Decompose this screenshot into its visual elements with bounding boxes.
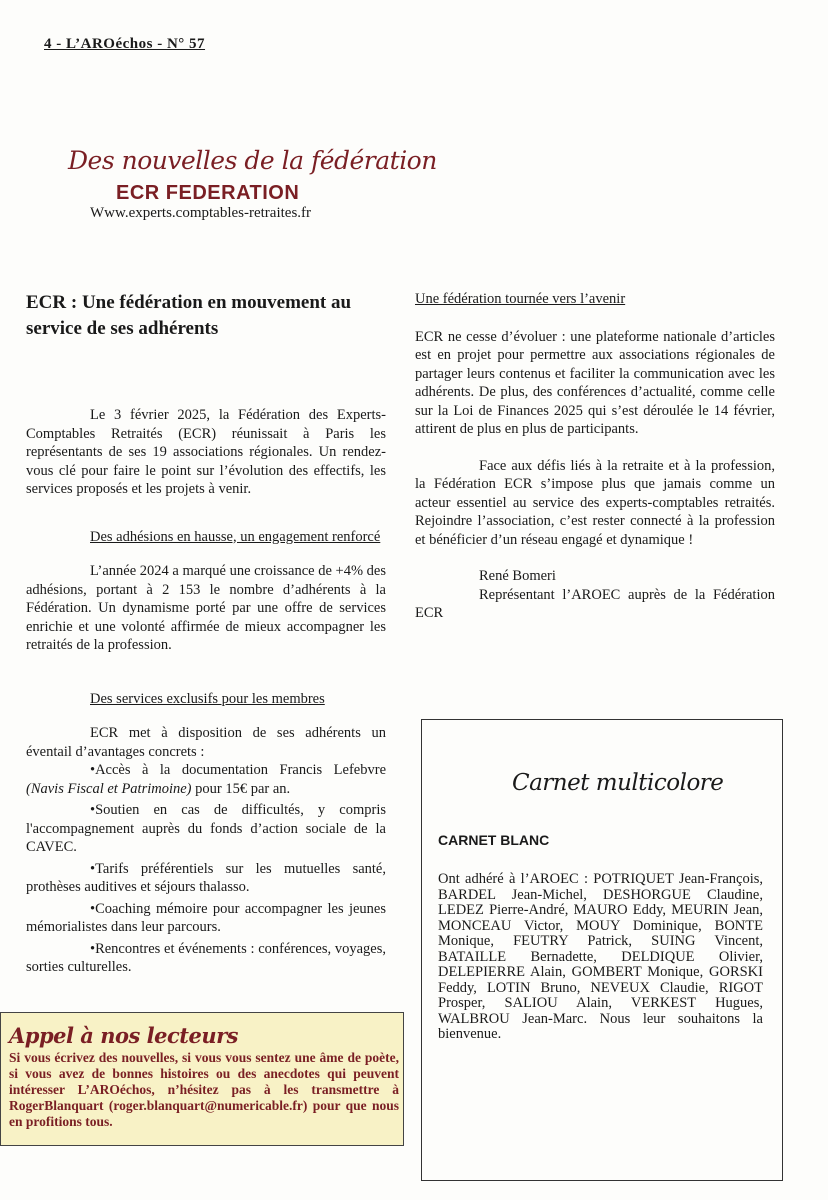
- bullet-soutien: •Soutien en cas de difficultés, y compris l'accompagnement auprès du fonds d’action sociale de la CAVEC.: [26, 802, 386, 855]
- carnet-title: Carnet multicolore: [512, 770, 724, 796]
- subheading-avenir: Une fédération tournée vers l’avenir: [415, 291, 626, 307]
- subheading-adhesions: Des adhésions en hausse, un engagement renforcé: [90, 528, 381, 545]
- services-intro: ECR met à disposition de ses adhérents un éventail d’avantages concrets :: [26, 725, 386, 760]
- bullet-documentation-italic: (Navis Fiscal et Patrimoine): [26, 780, 192, 797]
- carnet-body: Ont adhéré à l’AROEC : POTRIQUET Jean-François, BARDEL Jean-Michel, DESHORGUE Claudine, LEDEZ Pierre-André, MAURO Eddy, MEURIN Jean, MONCEAU Victor, MOUY Dominique, BONTE Monique, FEUTRY Patrick, SUING Vincent, BATAILLE Bernadette, DELDIQUE Olivier, DELEPIERRE Alain, GOMBERT Monique, GORSKI Feddy, LOTIN Bruno, NEVEUX Claudie, RIGOT Prosper, SALIOU Alain, VERKEST Hugues, WALBROU Jean-Marc. Nous leur souhaitons la bienvenue.: [438, 871, 763, 1042]
- federation-website: Www.experts.comptables-retraites.fr: [90, 205, 312, 221]
- conclusion-paragraph: Face aux défis liés à la retraite et à la profession, la Fédération ECR s’impose plus que jamais comme un acteur essentiel au service des experts-comptables retraités. Rejoindre l’association, c’est rester connecté à la profession et bénéficier d’un réseau engagé et dynamique !: [415, 457, 775, 548]
- intro-paragraph: Le 3 février 2025, la Fédération des Experts-Comptables Retraités (ECR) réunissait à Paris les représentants de ses 19 associations régionales. Un rendez-vous clé pour faire le point sur l’évolution des effectifs, les services proposés et les projets à venir.: [26, 407, 386, 497]
- article-headline: ECR : Une fédération en mouvement au service de ses adhérents: [26, 292, 352, 339]
- bullet-tarifs: •Tarifs préférentiels sur les mutuelles santé, prothèses auditives et séjours thalasso.: [26, 860, 386, 895]
- appel-title: Appel à nos lecteurs: [9, 1023, 238, 1048]
- bullet-documentation-text: •Accès à la documentation Francis Lefebvre: [90, 762, 386, 778]
- bullet-rencontres: •Rencontres et événements : conférences, voyages, sorties culturelles.: [26, 940, 386, 975]
- appel-body: Si vous écrivez des nouvelles, si vous vous sentez une âme de poète, si vous avez de bonnes histoires ou des anecdotes qui peuvent intéresser L’AROéchos, n’hésitez pas à les transmettre à RogerBlanquart (roger.blanquart@numericable.fr) pour que nous en profitions tous.: [9, 1050, 399, 1129]
- bullet-documentation-price: pour 15€ par an.: [195, 780, 291, 797]
- bullet-coaching: •Coaching mémoire pour accompagner les jeunes mémorialistes dans leur parcours.: [26, 900, 386, 935]
- section-script-title: Des nouvelles de la fédération: [68, 146, 437, 175]
- signature-role: Représentant l’AROEC auprès de la Fédération ECR: [415, 586, 775, 621]
- avenir-paragraph: ECR ne cesse d’évoluer : une plateforme nationale d’articles est en projet pour permettre aux associations régionales de partager leurs contenus et faciliter la communication avec les adhérents. De plus, des conférences d’actualité, comme celle sur la Loi de Finances 2025 qui s’est déroulée le 14 février, attirent de plus en plus de participants.: [415, 328, 775, 437]
- appel-box: [0, 1012, 404, 1146]
- bullet-documentation: [26, 761, 386, 798]
- left-column: [26, 290, 386, 977]
- running-header: 4 - L’AROéchos - N° 57: [44, 36, 206, 52]
- carnet-subtitle: CARNET BLANC: [438, 832, 550, 848]
- right-column: [415, 290, 775, 623]
- subheading-services: Des services exclusifs pour les membres: [90, 690, 325, 707]
- adhesions-paragraph: L’année 2024 a marqué une croissance de +4% des adhésions, portant à 2 153 le nombre d’adhérents à la Fédération. Un dynamisme porté par une offre de services enrichie et une volonté affirmée de mieux accompagner les retraités de la profession.: [26, 563, 386, 653]
- signature-name: René Bomeri: [479, 568, 556, 584]
- carnet-box: [421, 719, 783, 1181]
- federation-title: ECR FEDERATION: [116, 182, 300, 204]
